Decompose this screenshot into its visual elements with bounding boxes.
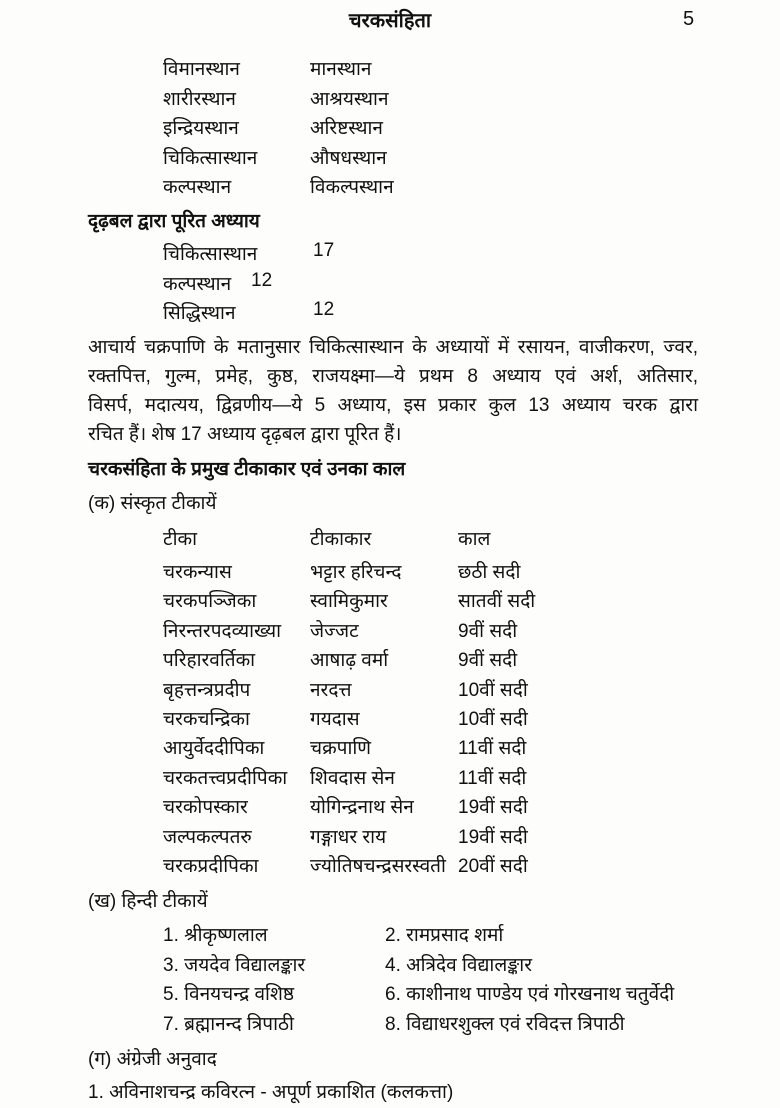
hindi-commentator: 1. श्रीकृष्णलाल <box>163 925 268 946</box>
english-item: 1. अविनाशचन्द्र कविरत्न - अपूर्ण प्रकाशित (कलकत्ता) <box>88 1082 454 1103</box>
period: 9वीं सदी <box>458 650 518 672</box>
period: 10वीं सदी <box>458 709 528 730</box>
sthana-alias: अरिष्टस्थान <box>310 118 383 139</box>
sthana-alias: औषधस्थान <box>310 147 387 169</box>
sthana-name: कल्पस्थान <box>163 177 232 198</box>
sthana-name: शारीरस्थान <box>163 88 236 110</box>
sthana-name: विमानस्थान <box>163 59 240 80</box>
commentary-name: बृहत्तन्त्रप्रदीप <box>163 679 251 701</box>
hindi-commentator: 5. विनयचन्द्र वशिष्ठ <box>163 984 295 1005</box>
sthana-name: चिकित्सास्थान <box>163 147 258 169</box>
sthana-name: इन्द्रियस्थान <box>163 118 239 139</box>
commentator-name: योगिन्द्रनाथ सेन <box>310 797 414 819</box>
page-title: चरकसंहिता <box>348 10 432 32</box>
hindi-commentator: 4. अत्रिदेव विद्यालङ्कार <box>385 954 532 976</box>
chapter-count: 17 <box>313 240 335 261</box>
period: 19वीं सदी <box>458 826 528 848</box>
period: 9वीं सदी <box>458 620 518 642</box>
sthana-name: चिकित्सास्थान <box>163 244 258 265</box>
commentary-name: निरन्तरपदव्याख्या <box>163 620 282 642</box>
commentary-name: जल्पकल्पतरु <box>163 826 252 848</box>
sthana-name: कल्पस्थान <box>163 273 232 295</box>
period: 20वीं सदी <box>458 856 528 877</box>
commentator-name: भट्टार हरिचन्द <box>310 562 402 583</box>
period: सातवीं सदी <box>458 591 536 613</box>
chapter-count: 12 <box>313 299 335 320</box>
sthana-alias: विकल्पस्थान <box>310 177 394 198</box>
hindi-commentator: 7. ब्रह्मानन्द त्रिपाठी <box>163 1013 294 1035</box>
english-heading: (ग) अंग्रेजी अनुवाद <box>88 1049 217 1070</box>
body-paragraph <box>88 333 698 449</box>
column-header-tikakar: टीकाकार <box>310 529 372 550</box>
hindi-heading: (ख) हिन्दी टीकायें <box>88 891 208 912</box>
hindi-commentator: 3. जयदेव विद्यालङ्कार <box>163 954 306 976</box>
commentary-name: चरकन्यास <box>163 562 232 583</box>
commentator-name: ज्योतिषचन्द्रसरस्वती <box>310 856 446 877</box>
period: 11वीं सदी <box>458 767 527 789</box>
commentator-name: स्वामिकुमार <box>310 591 388 613</box>
commentator-name: आषाढ़ वर्मा <box>310 650 389 672</box>
commentator-name: गयदास <box>310 709 360 730</box>
hindi-commentator: 2. रामप्रसाद शर्मा <box>385 925 504 946</box>
commentary-name: चरकप्रदीपिका <box>163 856 259 877</box>
sthana-name: सिद्धिस्थान <box>163 303 236 324</box>
commentator-name: नरदत्त <box>310 679 352 701</box>
column-header-kaal: काल <box>458 529 491 550</box>
page-number: 5 <box>683 8 695 30</box>
commentator-name: जेज्जट <box>310 620 359 642</box>
sthana-alias: आश्रयस्थान <box>310 88 389 110</box>
dridhabala-heading: दृढ़बल द्वारा पूरित अध्याय <box>88 211 260 232</box>
commentator-name: शिवदास सेन <box>310 767 395 789</box>
paragraph-line: विसर्प, मदात्यय, द्विव्रणीय—ये 5 अध्याय, इस प्रकार कुल 13 अध्याय चरक द्वारा <box>88 395 698 416</box>
period: 11वीं सदी <box>458 738 527 760</box>
commentary-name: आयुर्वेददीपिका <box>163 738 265 760</box>
column-header-tika: टीका <box>163 529 198 550</box>
paragraph-line: रचित हैं। शेष 17 अध्याय दृढ़बल द्वारा पूरित हैं। <box>88 424 402 445</box>
commentary-name: चरकचन्द्रिका <box>163 709 250 730</box>
commentary-name: चरकतत्त्वप्रदीपिका <box>163 767 288 789</box>
sthana-alias: मानस्थान <box>310 59 372 80</box>
commentator-name: गङ्गाधर राय <box>310 826 387 848</box>
hindi-commentator: 6. काशीनाथ पाण्डेय एवं गोरखनाथ चतुर्वेदी <box>385 984 675 1005</box>
commentators-heading: चरकसंहिता के प्रमुख टीकाकार एवं उनका काल <box>88 459 406 480</box>
period: छठी सदी <box>458 562 521 583</box>
commentary-name: चरकोपस्कार <box>163 797 248 819</box>
paragraph-line: रक्तपित्त, गुल्म, प्रमेह, कुष्ठ, राजयक्ष्मा—ये प्रथम 8 अध्याय एवं अर्श, अतिसार, <box>88 366 698 387</box>
period: 10वीं सदी <box>458 679 528 701</box>
paragraph-line: आचार्य चक्रपाणि के मतानुसार चिकित्सास्थान के अध्यायों में रसायन, वाजीकरण, ज्वर, <box>88 337 698 358</box>
commentary-name: चरकपञ्जिका <box>163 591 257 613</box>
commentator-name: चक्रपाणि <box>310 738 372 760</box>
hindi-commentator: 8. विद्याधरशुक्ल एवं रविदत्त त्रिपाठी <box>385 1013 625 1035</box>
chapter-count: 12 <box>251 269 273 291</box>
sanskrit-heading: (क) संस्कृत टीकायें <box>88 493 217 514</box>
commentary-name: परिहारवर्तिका <box>163 650 256 672</box>
period: 19वीं सदी <box>458 797 528 819</box>
